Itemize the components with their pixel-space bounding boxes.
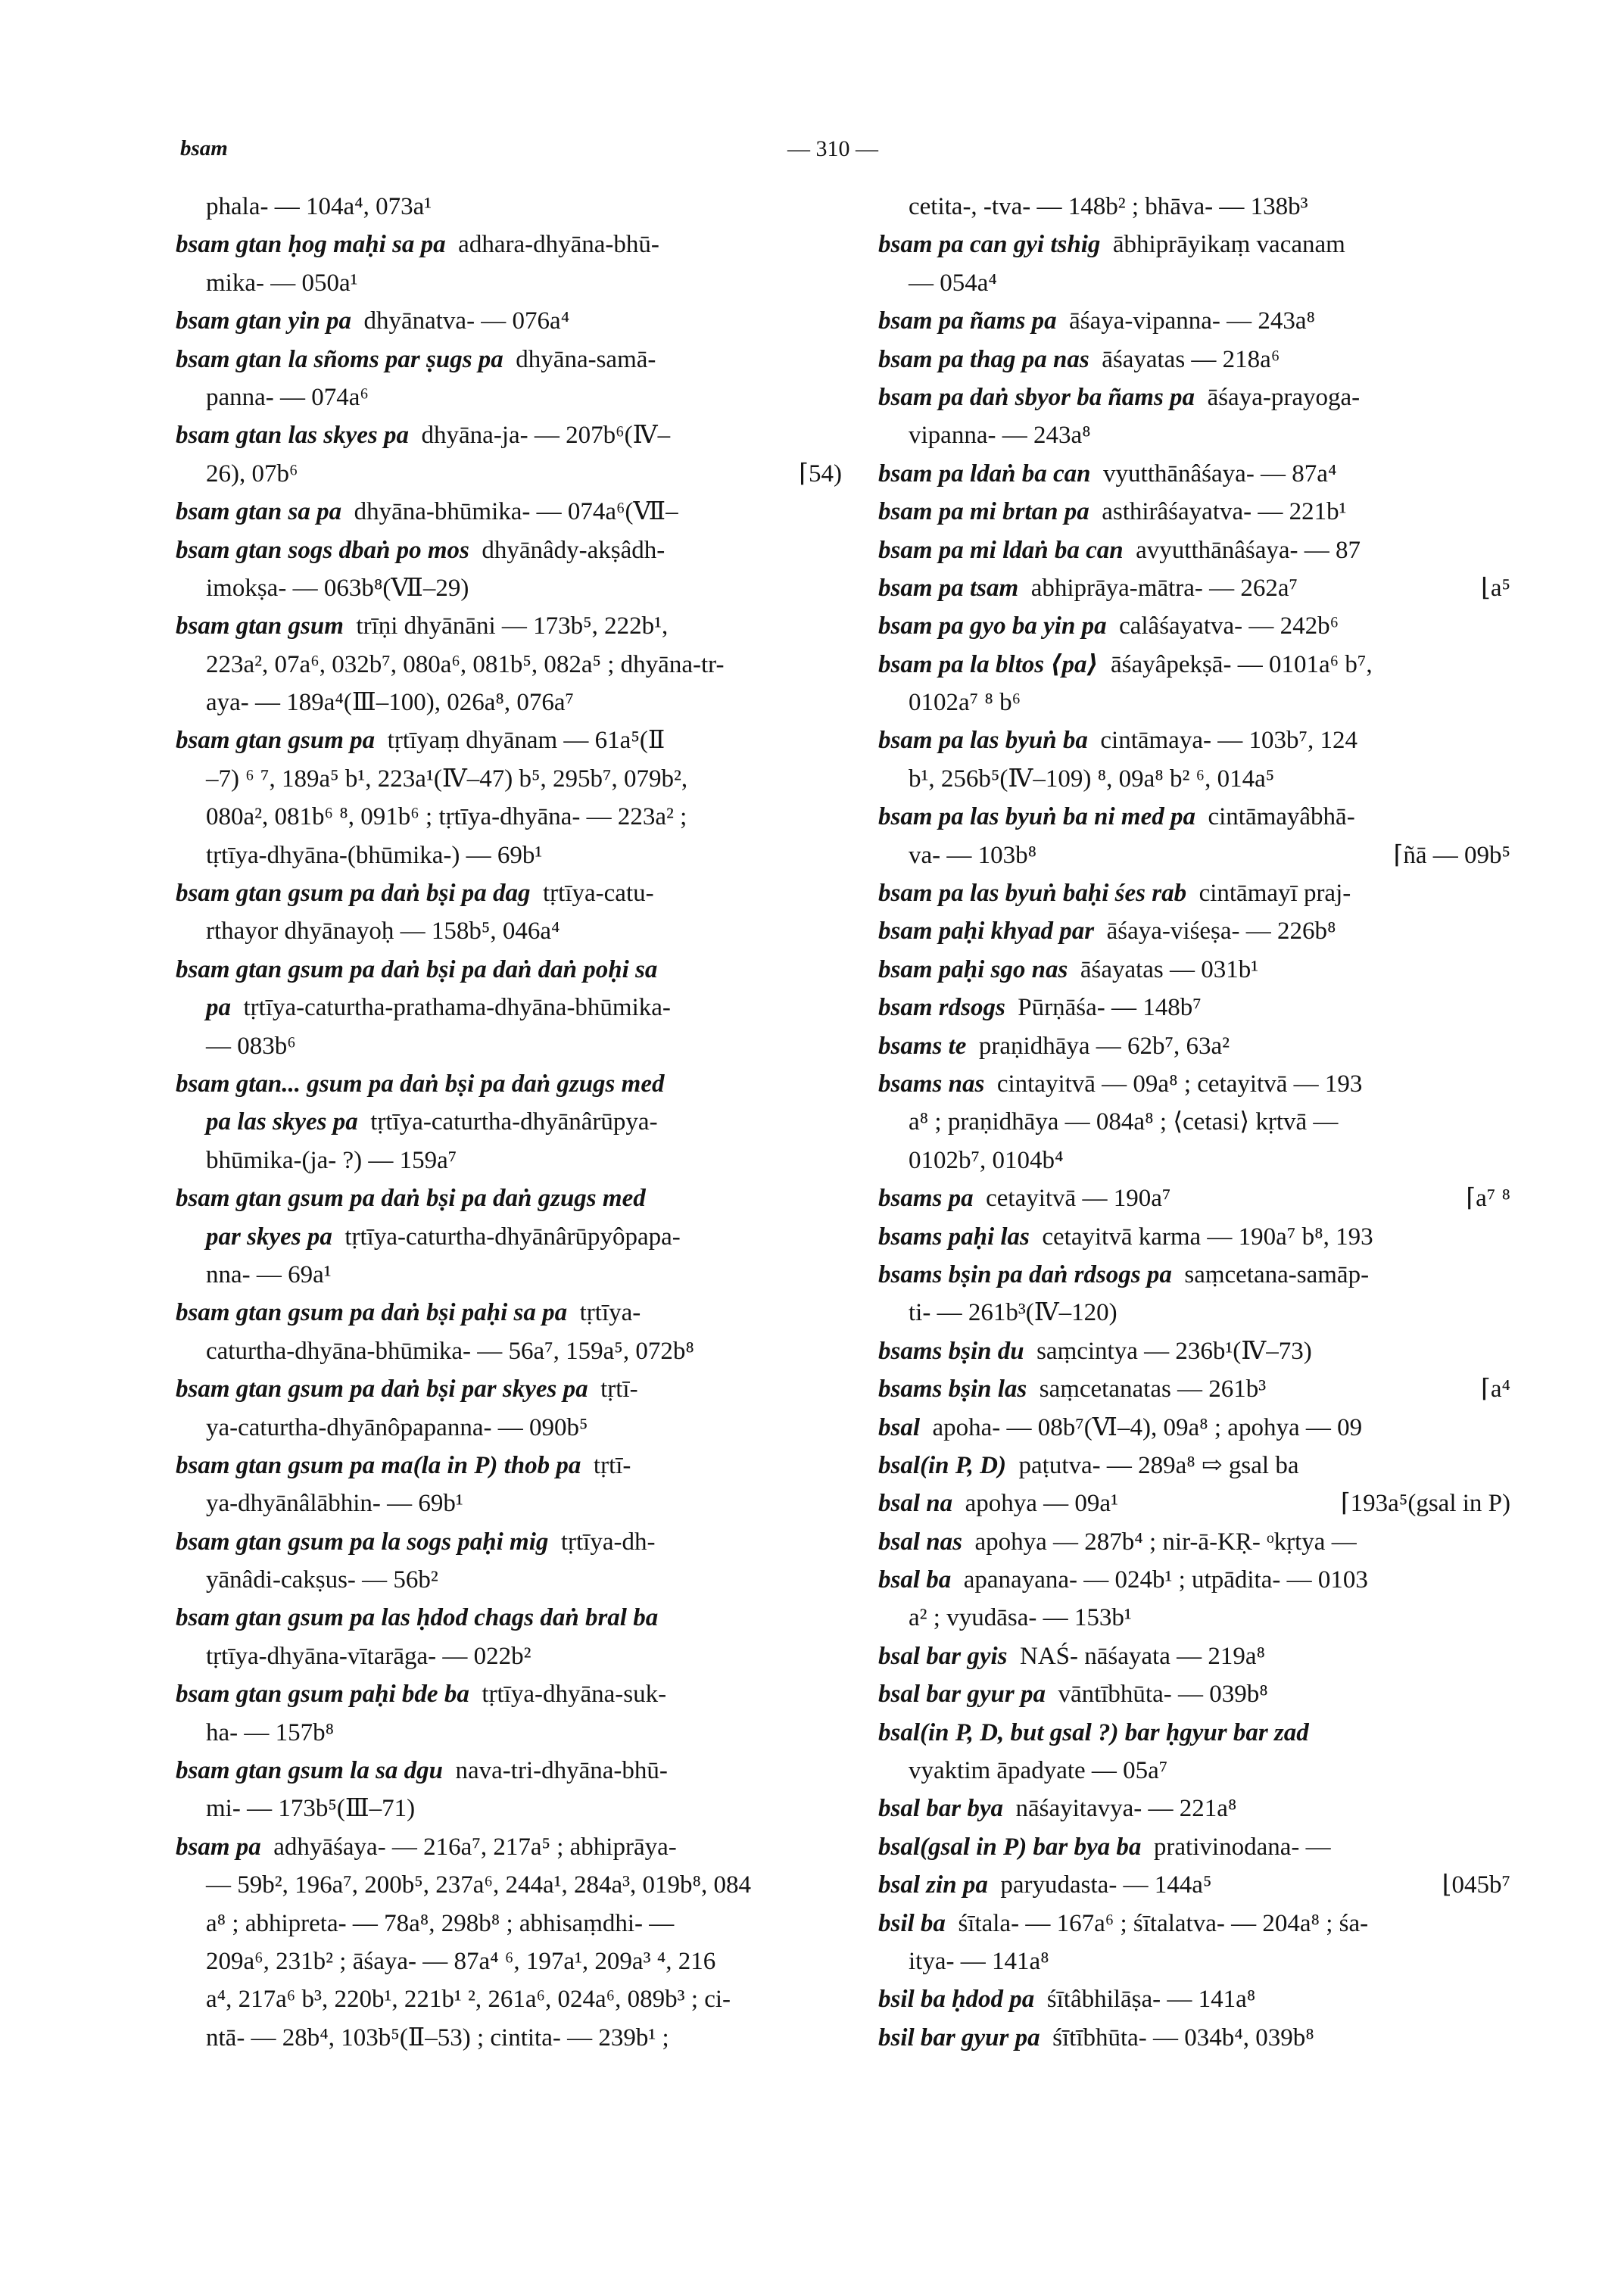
tibetan-term: bsam paḥi sgo nas: [878, 955, 1068, 983]
entry-line: [878, 1218, 1510, 1256]
entry-line: [878, 493, 1510, 531]
continuation-line: [176, 1714, 842, 1752]
entry-line: [176, 341, 842, 379]
definition-text: yānâdi-cakṣus- — 56b²: [206, 1566, 438, 1594]
entry-line: [878, 1332, 1510, 1370]
tibetan-term: bsam pa gyo ba yin pa: [878, 612, 1107, 640]
margin-marker: ⌈a⁴: [1480, 1375, 1510, 1404]
entry-line: [878, 1256, 1510, 1294]
tibetan-term: bsam pa ldaṅ ba can: [878, 460, 1091, 488]
tibetan-term: bsam pa can gyi tshig: [878, 231, 1101, 259]
definition-text: 080a², 081b⁶ ⁸, 091b⁶ ; tṛtīya-dhyāna- — 223a² ;: [206, 803, 687, 831]
definition-text: adhara-dhyāna-bhū-: [458, 231, 659, 259]
definition-text: vipanna- — 243a⁸: [909, 422, 1091, 450]
definition-text: apohya — 287b⁴ ; nir-ā-KṚ- ᵒkṛtya —: [974, 1528, 1357, 1556]
tibetan-term: bsal bar gyis: [878, 1642, 1008, 1670]
definition-text: mi- — 173b⁵(Ⅲ–71): [206, 1795, 416, 1823]
tibetan-term: bsam pa daṅ sbyor ba ñams pa: [878, 383, 1195, 411]
definition-text: apoha- — 08b⁷(Ⅵ–4), 09a⁸ ; apohya — 09: [932, 1413, 1363, 1441]
continuation-line: [176, 264, 842, 302]
entry-line: [878, 912, 1510, 950]
definition-text: tṛtīya-caturtha-prathama-dhyāna-bhūmika-: [243, 994, 671, 1022]
tibetan-term: bsam rdsogs: [878, 994, 1005, 1022]
definition-text: trīṇi dhyānāni — 173b⁵, 222b¹,: [356, 612, 669, 640]
definition-text: 0102b⁷, 0104b⁴: [909, 1146, 1064, 1174]
definition-text: caturtha-dhyāna-bhūmika- — 56a⁷, 159a⁵, 072b⁸: [206, 1337, 694, 1365]
entry-line: [878, 341, 1510, 379]
tibetan-term: bsam pa mi brtan pa: [878, 498, 1089, 526]
definition-text: asthirâśayatva- — 221b¹: [1102, 498, 1347, 526]
entry-line: [176, 1218, 842, 1256]
entry-line: [878, 1179, 1510, 1217]
definition-text: itya- — 141a⁸: [909, 1947, 1049, 1975]
definition-text: āśaya-prayoga-: [1207, 383, 1361, 411]
definition-text: vyutthānâśaya- — 87a⁴: [1103, 460, 1337, 488]
tibetan-term: bsam gtan gsum pa: [176, 727, 376, 755]
continuation-line: [176, 837, 842, 874]
tibetan-term: bsams pa: [878, 1185, 974, 1213]
continuation-line: [176, 379, 842, 416]
definition-text: calâśayatva- — 242b⁶: [1119, 612, 1339, 640]
tibetan-term: bsil ba ḥdod pa: [878, 1986, 1035, 2014]
definition-text: cetayitvā karma — 190a⁷ b⁸, 193: [1042, 1223, 1373, 1251]
continuation-line: [878, 188, 1510, 226]
definition-text: a² ; vyudāsa- — 153b¹: [909, 1604, 1132, 1632]
entry-line: [878, 379, 1510, 416]
entry-line: [878, 569, 1510, 607]
definition-text: cintāmayī praj-: [1199, 880, 1351, 908]
tibetan-term: pa las skyes pa: [206, 1108, 358, 1136]
entry-line: [878, 226, 1510, 263]
definition-text: b¹, 256b⁵(Ⅳ–109) ⁸, 09a⁸ b² ⁶, 014a⁵: [909, 765, 1275, 793]
definition-text: — 054a⁴: [909, 269, 997, 297]
tibetan-term: bsams bṣin pa daṅ rdsogs pa: [878, 1260, 1172, 1288]
entry-line: [878, 798, 1510, 836]
entry-line: [176, 1599, 842, 1637]
entry-line: [878, 721, 1510, 759]
entry-line: [878, 874, 1510, 912]
definition-text: apohya — 09a¹: [965, 1490, 1118, 1518]
tibetan-term: bsam pa tsam: [878, 574, 1019, 602]
margin-marker: ⌈54): [799, 460, 842, 488]
continuation-line: [176, 1790, 842, 1827]
definition-text: –7) ⁶ ⁷, 189a⁵ b¹, 223a¹(Ⅳ–47) b⁵, 295b⁷, 079b²,: [206, 765, 688, 793]
definition-text: bhūmika-(ja- ?) — 159a⁷: [206, 1146, 457, 1174]
definition-text: cetita-, -tva- — 148b² ; bhāva- — 138b³: [909, 193, 1308, 220]
entry-line: [878, 1905, 1510, 1943]
definition-text: imokṣa- — 063b⁸(Ⅶ–29): [206, 574, 469, 602]
entry-line: [176, 989, 842, 1027]
continuation-line: [878, 1142, 1510, 1179]
continuation-line: [878, 416, 1510, 454]
definition-text: apanayana- — 024b¹ ; utpādita- — 0103: [963, 1566, 1368, 1594]
continuation-line: [176, 455, 842, 493]
definition-text: paryudasta- — 144a⁵: [1000, 1871, 1212, 1899]
entry-line: [878, 1561, 1510, 1599]
tibetan-term: bsal(gsal in P) bar bya ba: [878, 1833, 1142, 1861]
tibetan-term: bsam gtan sogs dbaṅ po mos: [176, 536, 469, 564]
entry-line: [878, 989, 1510, 1027]
entry-line: [878, 302, 1510, 340]
right-column: [878, 188, 1510, 2057]
tibetan-term: pa: [206, 994, 231, 1022]
definition-text: ha- — 157b⁸: [206, 1718, 335, 1746]
definition-text: 223a², 07a⁶, 032b⁷, 080a⁶, 081b⁵, 082a⁵ ; dhyāna-tr-: [206, 650, 725, 678]
continuation-line: [878, 837, 1510, 874]
continuation-line: [176, 1409, 842, 1447]
definition-text: a⁴, 217a⁶ b³, 220b¹, 221b¹ ², 261a⁶, 024a⁶, 089b³ ; ci-: [206, 1986, 731, 2014]
tibetan-term: bsam gtan gsum pa daṅ bṣi pa daṅ gzugs med: [176, 1185, 646, 1213]
continuation-line: [176, 798, 842, 836]
tibetan-term: bsal nas: [878, 1528, 962, 1556]
entry-line: [878, 1523, 1510, 1561]
definition-text: panna- — 074a⁶: [206, 383, 369, 411]
entry-line: [878, 1675, 1510, 1713]
tibetan-term: bsam gtan gsum pa daṅ bṣi pa dag: [176, 880, 531, 908]
continuation-line: [176, 1256, 842, 1294]
entry-line: [878, 1980, 1510, 2018]
entry-line: [878, 531, 1510, 569]
continuation-line: [176, 1561, 842, 1599]
entry-line: [878, 1714, 1510, 1752]
definition-text: śītala- — 167a⁶ ; śītalatva- — 204a⁸ ; śa-: [958, 1909, 1369, 1937]
entry-line: [176, 1675, 842, 1713]
definition-text: āśayâpekṣā- — 0101a⁶ b⁷,: [1111, 650, 1373, 678]
entry-line: [878, 1790, 1510, 1827]
continuation-line: [176, 684, 842, 721]
definition-text: 26), 07b⁶: [206, 460, 298, 488]
tibetan-term: bsam paḥi khyad par: [878, 918, 1095, 946]
definition-text: ti- — 261b³(Ⅳ–120): [909, 1299, 1117, 1327]
tibetan-term: bsal(in P, D): [878, 1451, 1006, 1479]
tibetan-term: bsam pa las byuṅ ba ni med pa: [878, 803, 1195, 831]
definition-text: aya- — 189a⁴(Ⅲ–100), 026a⁸, 076a⁷: [206, 689, 575, 717]
continuation-line: [878, 1752, 1510, 1790]
running-headword: bsam: [180, 136, 228, 160]
entry-line: [176, 302, 842, 340]
entry-line: [176, 493, 842, 531]
definition-text: dhyānâdy-akṣâdh-: [482, 536, 665, 564]
continuation-line: [878, 684, 1510, 721]
definition-text: tṛtīya-caturtha-dhyānârūpya-: [370, 1108, 658, 1136]
entry-line: [878, 1065, 1510, 1103]
tibetan-term: bsams bṣin las: [878, 1375, 1027, 1404]
tibetan-term: bsam gtan gsum la sa dgu: [176, 1757, 444, 1785]
margin-marker: ⌈a⁷ ⁸: [1466, 1185, 1510, 1213]
definition-text: śītâbhilāṣa- — 141a⁸: [1046, 1986, 1256, 2014]
tibetan-term: par skyes pa: [206, 1223, 332, 1251]
tibetan-term: bsil bar gyur pa: [878, 2024, 1040, 2052]
continuation-line: [176, 1905, 842, 1943]
continuation-line: [176, 1866, 842, 1904]
tibetan-term: bsam pa mi ldaṅ ba can: [878, 536, 1124, 564]
tibetan-term: bsal bar gyur pa: [878, 1681, 1046, 1709]
entry-line: [878, 1637, 1510, 1675]
entry-line: [176, 1294, 842, 1332]
definition-text: ntā- — 28b⁴, 103b⁵(Ⅱ–53) ; cintita- — 239b¹ ;: [206, 2024, 669, 2052]
entry-line: [878, 455, 1510, 493]
definition-text: tṛtīya-dhyāna-vītarāga- — 022b²: [206, 1642, 531, 1670]
continuation-line: [878, 264, 1510, 302]
entry-line: [176, 1523, 842, 1561]
margin-marker: ⌈ñā — 09b⁵: [1393, 841, 1510, 869]
definition-text: avyutthānâśaya- — 87: [1136, 536, 1361, 564]
definition-text: āśayatas — 218a⁶: [1102, 345, 1280, 373]
tibetan-term: bsam pa ñams pa: [878, 307, 1057, 335]
tibetan-term: bsam gtan la sñoms par ṣugs pa: [176, 345, 503, 373]
tibetan-term: bsam gtan gsum: [176, 612, 344, 640]
tibetan-term: bsam gtan gsum paḥi bde ba: [176, 1681, 469, 1709]
definition-text: āśaya-vipanna- — 243a⁸: [1069, 307, 1316, 335]
definition-text: a⁸ ; abhipreta- — 78a⁸, 298b⁸ ; abhisaṃdhi- —: [206, 1909, 675, 1937]
continuation-line: [176, 1142, 842, 1179]
tibetan-term: bsam gtan sa pa: [176, 498, 342, 526]
definition-text: rthayor dhyānayoḥ — 158b⁵, 046a⁴: [206, 918, 560, 946]
tibetan-term: bsal na: [878, 1490, 953, 1518]
tibetan-term: bsil ba: [878, 1909, 946, 1937]
entry-line: [878, 1485, 1510, 1522]
continuation-line: [878, 1103, 1510, 1141]
tibetan-term: bsam gtan gsum pa daṅ bṣi paḥi sa pa: [176, 1299, 568, 1327]
entry-line: [176, 721, 842, 759]
definition-text: abhiprāya-mātra- — 262a⁷: [1030, 574, 1298, 602]
tibetan-term: bsam pa: [176, 1833, 261, 1861]
tibetan-term: bsal zin pa: [878, 1871, 988, 1899]
definition-text: phala- — 104a⁴, 073a¹: [206, 193, 432, 220]
definition-text: tṛtīyaṃ dhyānam — 61a⁵(Ⅱ: [387, 727, 665, 755]
tibetan-term: bsam gtan ḥog maḥi sa pa: [176, 231, 446, 259]
definition-text: āśayatas — 031b¹: [1080, 955, 1259, 983]
definition-text: ābhiprāyikaṃ vacanam: [1112, 231, 1345, 259]
entry-line: [176, 1103, 842, 1141]
continuation-line: [176, 1332, 842, 1370]
definition-text: tṛtī-: [600, 1375, 638, 1404]
definition-text: cintāmaya- — 103b⁷, 124: [1100, 727, 1357, 755]
continuation-line: [176, 2019, 842, 2057]
continuation-line: [878, 1599, 1510, 1637]
definition-text: śītībhūta- — 034b⁴, 039b⁸: [1052, 2024, 1314, 2052]
tibetan-term: bsams te: [878, 1032, 967, 1060]
definition-text: tṛtīya-catu-: [543, 880, 654, 908]
definition-text: dhyāna-bhūmika- — 074a⁶(Ⅶ–: [354, 498, 678, 526]
definition-text: tṛtīya-dh-: [560, 1528, 656, 1556]
definition-text: 0102a⁷ ⁸ b⁶: [909, 689, 1021, 717]
entry-line: [176, 1828, 842, 1866]
entry-line: [878, 1027, 1510, 1065]
tibetan-term: bsam gtan gsum pa daṅ bṣi pa daṅ daṅ poḥi sa: [176, 955, 658, 983]
definition-text: — 083b⁶: [206, 1032, 296, 1060]
entry-line: [176, 226, 842, 263]
tibetan-term: bsam pa thag pa nas: [878, 345, 1089, 373]
definition-text: tṛtīya-dhyāna-suk-: [482, 1681, 667, 1709]
entry-line: [176, 874, 842, 912]
entry-line: [878, 951, 1510, 989]
continuation-line: [878, 1943, 1510, 1980]
definition-text: cetayitvā — 190a⁷: [986, 1185, 1171, 1213]
entry-line: [878, 1409, 1510, 1447]
entry-line: [176, 1752, 842, 1790]
definition-text: dhyāna-samā-: [516, 345, 656, 373]
margin-marker: ⌊a⁵: [1480, 574, 1510, 602]
definition-text: paṭutva- — 289a⁸ ⇨ gsal ba: [1018, 1451, 1299, 1479]
tibetan-term: bsam pa las byuṅ baḥi śes rab: [878, 880, 1187, 908]
definition-text: vāntībhūta- — 039b⁸: [1058, 1681, 1268, 1709]
definition-text: āśaya-viśeṣa- — 226b⁸: [1106, 918, 1336, 946]
continuation-line: [176, 569, 842, 607]
tibetan-term: bsam gtan gsum pa daṅ bṣi par skyes pa: [176, 1375, 588, 1404]
tibetan-term: bsam gtan... gsum pa daṅ bṣi pa daṅ gzugs med: [176, 1070, 665, 1098]
definition-text: nāśayitavya- — 221a⁸: [1015, 1795, 1237, 1823]
definition-text: NAŚ- nāśayata — 219a⁸: [1020, 1642, 1266, 1670]
definition-text: cintāmayâbhā-: [1208, 803, 1355, 831]
tibetan-term: bsal(in P, D, but gsal ?) bar ḥgyur bar zad: [878, 1718, 1309, 1746]
page-number: — 310 —: [787, 136, 878, 161]
continuation-line: [176, 646, 842, 684]
entry-line: [878, 1828, 1510, 1866]
tibetan-term: bsam pa la bltos ⟨pa⟩: [878, 650, 1099, 678]
left-column: [176, 188, 842, 2057]
definition-text: 209a⁶, 231b² ; āśaya- — 87a⁴ ⁶, 197a¹, 209a³ ⁴, 216: [206, 1947, 716, 1975]
entry-line: [176, 416, 842, 454]
definition-text: adhyāśaya- — 216a⁷, 217a⁵ ; abhiprāya-: [273, 1833, 677, 1861]
definition-text: ya-dhyānâlābhin- — 69b¹: [206, 1490, 463, 1518]
tibetan-term: bsams nas: [878, 1070, 985, 1098]
continuation-line: [176, 760, 842, 798]
definition-text: prativinodana- —: [1153, 1833, 1331, 1861]
definition-text: saṃcintya — 236b¹(Ⅳ–73): [1036, 1337, 1312, 1365]
definition-text: nna- — 69a¹: [206, 1260, 332, 1288]
definition-text: mika- — 050a¹: [206, 269, 358, 297]
entry-line: [176, 1370, 842, 1408]
entry-line: [878, 1370, 1510, 1408]
entry-line: [878, 1866, 1510, 1904]
entry-line: [176, 1447, 842, 1485]
continuation-line: [176, 188, 842, 226]
margin-marker: ⌊045b⁷: [1442, 1871, 1510, 1899]
continuation-line: [176, 1943, 842, 1980]
definition-text: ya-caturtha-dhyānôpapanna- — 090b⁵: [206, 1413, 588, 1441]
entry-line: [878, 2019, 1510, 2057]
tibetan-term: bsams paḥi las: [878, 1223, 1030, 1251]
entry-line: [176, 1065, 842, 1103]
tibetan-term: bsam gtan gsum pa las ḥdod chags daṅ bral ba: [176, 1604, 659, 1632]
entry-line: [176, 1179, 842, 1217]
continuation-line: [176, 1637, 842, 1675]
definition-text: dhyāna-ja- — 207b⁶(Ⅳ–: [421, 422, 671, 450]
definition-text: — 59b², 196a⁷, 200b⁵, 237a⁶, 244a¹, 284a³, 019b⁸, 084: [206, 1871, 752, 1899]
tibetan-term: bsam pa las byuṅ ba: [878, 727, 1088, 755]
definition-text: va- — 103b⁸: [909, 841, 1037, 869]
entry-line: [176, 531, 842, 569]
continuation-line: [878, 760, 1510, 798]
entry-line: [878, 1447, 1510, 1485]
page-header: [0, 136, 1624, 182]
tibetan-term: bsal ba: [878, 1566, 952, 1594]
tibetan-term: bsam gtan gsum pa ma(la in P) thob pa: [176, 1451, 581, 1479]
tibetan-term: bsal: [878, 1413, 921, 1441]
entry-line: [878, 607, 1510, 645]
entry-line: [176, 607, 842, 645]
tibetan-term: bsams bṣin du: [878, 1337, 1024, 1365]
continuation-line: [176, 912, 842, 950]
tibetan-term: bsal bar bya: [878, 1795, 1003, 1823]
definition-text: tṛtī-: [593, 1451, 631, 1479]
definition-text: vyaktim āpadyate — 05a⁷: [909, 1757, 1168, 1785]
tibetan-term: bsam gtan gsum pa la sogs paḥi mig: [176, 1528, 549, 1556]
tibetan-term: bsam gtan las skyes pa: [176, 422, 410, 450]
continuation-line: [176, 1980, 842, 2018]
definition-text: saṃcetana-samāp-: [1184, 1260, 1370, 1288]
definition-text: saṃcetanatas — 261b³: [1039, 1375, 1267, 1404]
definition-text: tṛtīya-caturtha-dhyānârūpyôpapa-: [344, 1223, 681, 1251]
entry-line: [878, 646, 1510, 684]
continuation-line: [878, 1294, 1510, 1332]
definition-text: Pūrṇāśa- — 148b⁷: [1018, 994, 1202, 1022]
definition-text: dhyānatva- — 076a⁴: [363, 307, 570, 335]
entry-line: [176, 951, 842, 989]
definition-text: cintayitvā — 09a⁸ ; cetayitvā — 193: [996, 1070, 1363, 1098]
definition-text: tṛtīya-dhyāna-(bhūmika-) — 69b¹: [206, 841, 543, 869]
continuation-line: [176, 1027, 842, 1065]
definition-text: a⁸ ; praṇidhāya — 084a⁸ ; ⟨cetasi⟩ kṛtvā —: [909, 1108, 1339, 1136]
definition-text: nava-tri-dhyāna-bhū-: [455, 1757, 668, 1785]
definition-text: tṛtīya-: [579, 1299, 641, 1327]
margin-marker: ⌈193a⁵(gsal in P): [1340, 1490, 1510, 1518]
tibetan-term: bsam gtan yin pa: [176, 307, 351, 335]
definition-text: praṇidhāya — 62b⁷, 63a²: [978, 1032, 1230, 1060]
continuation-line: [176, 1485, 842, 1522]
